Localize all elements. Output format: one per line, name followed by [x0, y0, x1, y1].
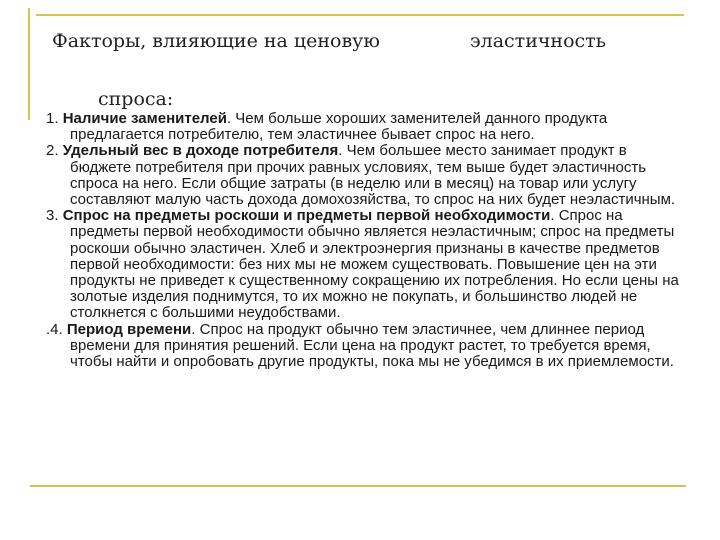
factor-heading: Период времени — [66, 320, 192, 338]
factor-item-1 — [46, 111, 686, 143]
bottom-rule — [30, 485, 686, 487]
slide-title-right: эластичность — [470, 30, 607, 52]
factors-list — [46, 111, 686, 370]
slide-title-line2: спроса: — [98, 88, 174, 110]
factor-item-4 — [46, 322, 686, 371]
factor-number: 1. — [46, 110, 63, 127]
factor-number: .4. — [46, 320, 67, 338]
factor-number: 3. — [46, 207, 63, 225]
side-rule — [28, 8, 30, 120]
factor-text: . Спрос на продукт обычно тем эластичнее, чем длиннее период времени для принятия решений. Если цена на продукт растет, то требуется время, чтобы найти и опробовать другие продукты, пока мы не убедимся в их приемлемости. — [70, 320, 674, 371]
top-rule — [36, 14, 684, 16]
factor-number: 2. — [46, 142, 63, 160]
factor-item-3 — [46, 208, 686, 321]
factor-item-2 — [46, 143, 686, 208]
factor-text: . Спрос на предметы первой необходимости обычно является неэластичным; спрос на предметы роскоши обычно эластичен. Хлеб и электроэнергия признаны в качестве предметов первой необходимости: без них мы не можем существовать. Повышение цен на эти продукты не приведет к существенному сокращению их потребления. Но если цены на золотые изделия поднимутся, то их можно не покупать, и большинство людей не столкнется с большими неудобствами. — [70, 207, 679, 322]
factor-heading: Удельный вес в доходе потребителя — [62, 142, 339, 160]
factor-text: . Чем большее место занимает продукт в бюджете потребителя при прочих равных условиях, тем выше будет эластичность спроса на него. Если общие затраты (в неделю или в месяц) на товар или услугу составляют малую часть дохода домохозяйства, то спрос на них будет неэластичным. — [70, 142, 676, 209]
factor-heading: Спрос на предметы роскоши и предметы первой необходимости — [62, 207, 551, 225]
slide-title: Факторы, влияющие на ценовую — [52, 30, 380, 52]
factor-heading: Наличие заменителей — [62, 110, 227, 127]
factor-text: . Чем больше хороших заменителей данного продукта предлагается потребителю, тем эластичнее бывает спрос на него. — [70, 110, 608, 144]
